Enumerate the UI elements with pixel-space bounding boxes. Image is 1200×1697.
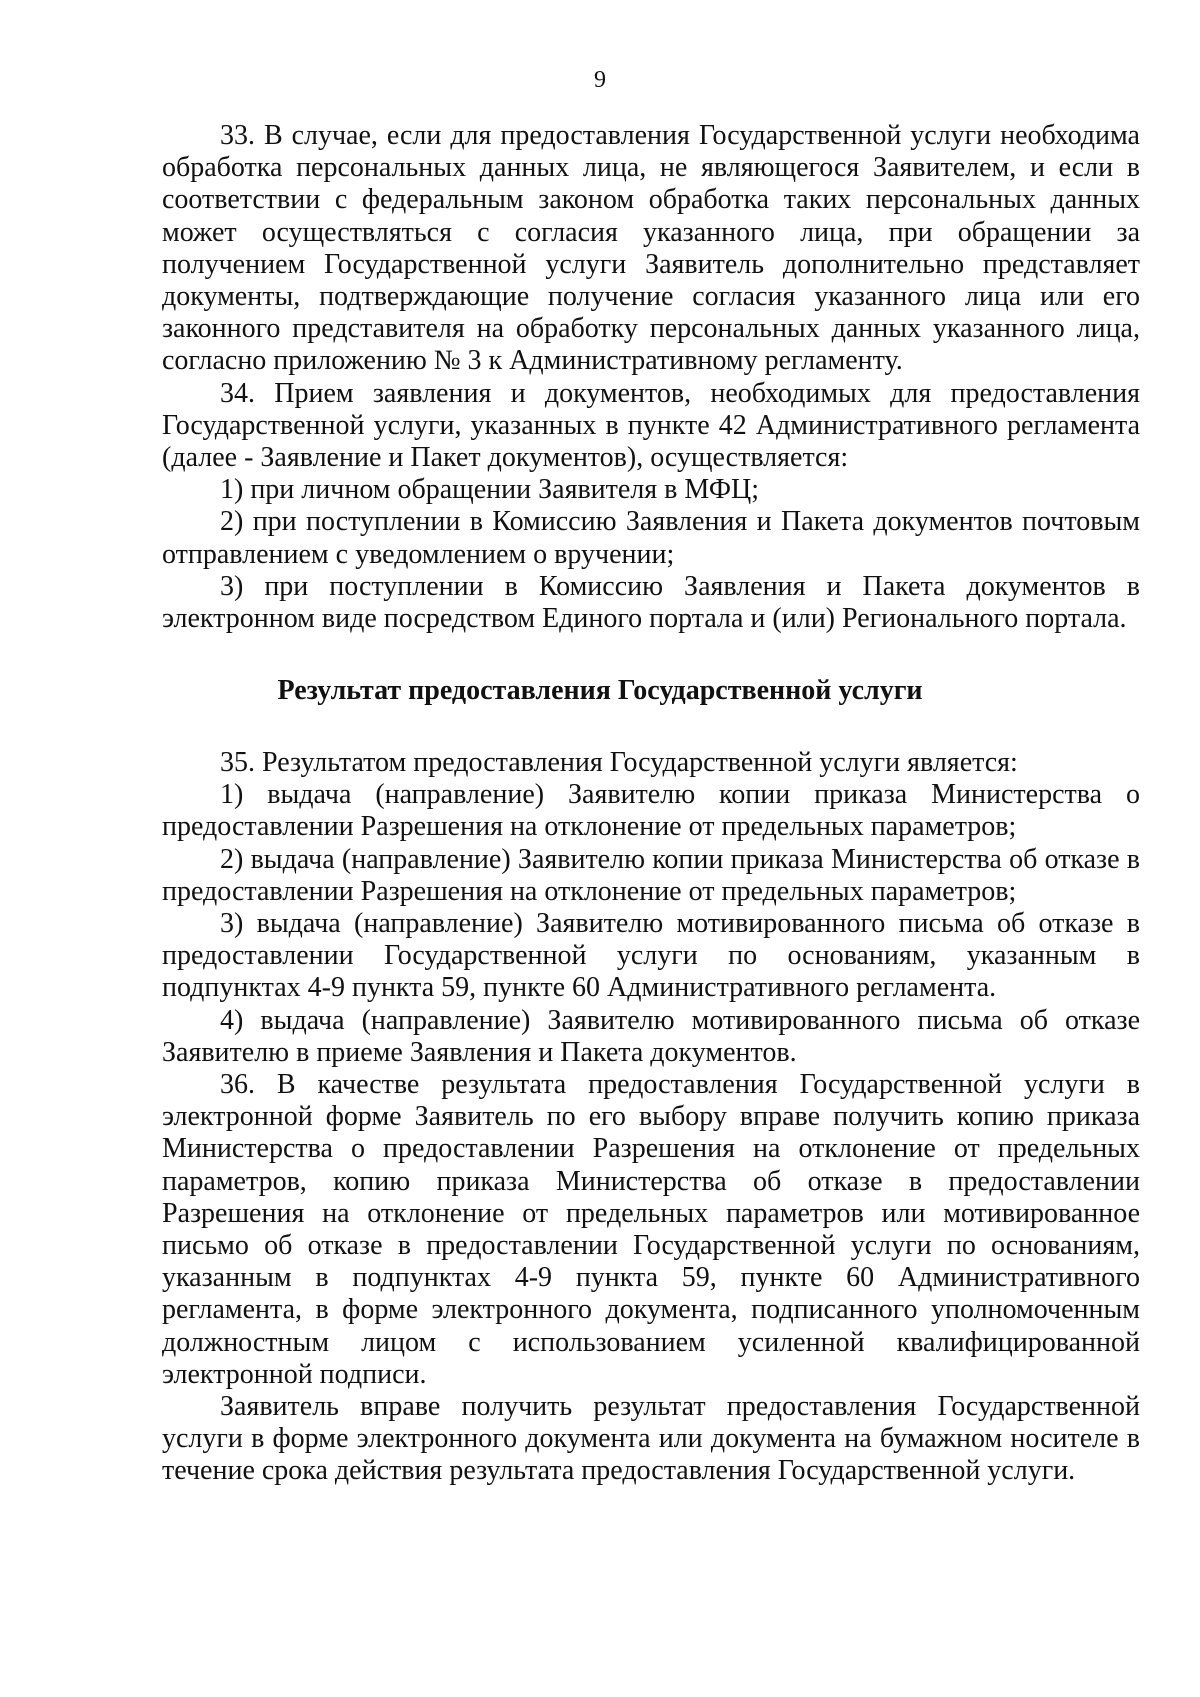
list-item: 3) выдача (направление) Заявителю мотивированного письма об отказе в предоставлении Государственной услуги по основаниям, указанным в подпунктах 4-9 пункта 59, пункте 60 Административного регламента. — [162, 908, 1140, 1004]
paragraph-35: 35. Результатом предоставления Государственной услуги является: — [220, 747, 1018, 778]
section-application-intake — [162, 120, 1140, 635]
list-item: 4) выдача (направление) Заявителю мотивированного письма об отказе Заявителю в приеме Заявления и Пакета документов. — [162, 1004, 1140, 1068]
paragraph-applicant-right: Заявитель вправе получить результат предоставления Государственной услуги в форме электронного документа или документа на бумажном носителе в течение срока действия результата предоставления Государственной услуги. — [162, 1391, 1140, 1487]
paragraph-33: 33. В случае, если для предоставления Государственной услуги необходима обработка персональных данных лица, не являющегося Заявителем, и если в соответствии с федеральным законом обработка таких персональных данных может осуществляться с согласия указанного лица, при обращении за получением Государственной услуги Заявитель дополнительно представляет документы, подтверждающие получение согласия указанного лица или его законного представителя на обработку персональных данных указанного лица, согласно приложению № 3 к Административному регламенту. — [162, 120, 1140, 377]
list-item: 1) выдача (направление) Заявителю копии приказа Министерства о предоставлении Разрешения на отклонение от предельных параметров; — [162, 779, 1140, 843]
list-item: 2) выдача (направление) Заявителю копии приказа Министерства об отказе в предоставлении Разрешения на отклонение от предельных параметров; — [162, 843, 1140, 907]
section-heading: Результат предоставления Государственной услуги — [277, 675, 923, 706]
list-item: 1) при личном обращении Заявителя в МФЦ; — [220, 474, 760, 506]
paragraph-34: 34. Прием заявления и документов, необходимых для предоставления Государственной услуги, указанных в пункте 42 Административного регламента (далее - Заявление и Пакет документов), осуществляется: — [162, 377, 1140, 474]
paragraph-36: 36. В качестве результата предоставления Государственной услуги в электронной форме Заявитель по его выбору вправе получить копию приказа Министерства о предоставлении Разрешения на отклонение от предельных параметров, копию приказа Министерства об отказе в предоставлении Разрешения на отклонение от предельных параметров или мотивированное письмо об отказе в предоставлении Государственной услуги по основаниям, указанным в подпунктах 4-9 пункта 59, пункте 60 Административного регламента, в форме электронного документа, подписанного уполномоченным должностным лицом с использованием усиленной квалифицированной электронной подписи. — [162, 1069, 1140, 1390]
section-service-result — [162, 747, 1140, 1488]
list-item: 3) при поступлении в Комиссию Заявления и Пакета документов в электронном виде посредством Единого портала и (или) Регионального портала. — [162, 570, 1140, 635]
list-item: 2) при поступлении в Комиссию Заявления и Пакета документов почтовым отправлением с уведомлением о вручении; — [162, 506, 1140, 570]
page-number: 9 — [594, 67, 606, 93]
